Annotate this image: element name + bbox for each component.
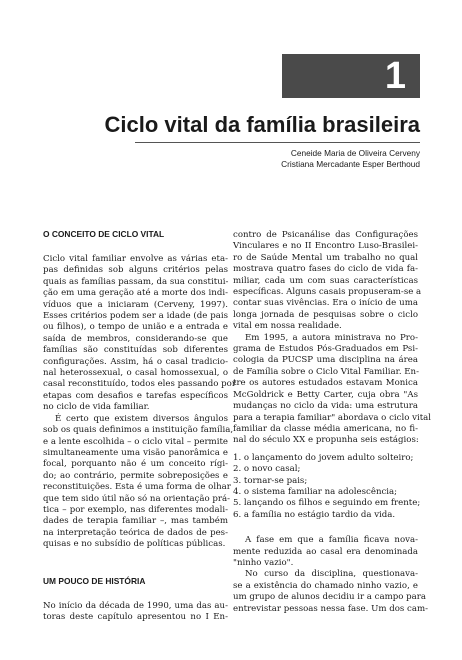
text-line: cologia da PUCSP uma disciplina na área — [233, 355, 418, 366]
paragraph-concept-2 — [43, 413, 234, 551]
section-heading-concept: O CONCEITO DE CICLO VITAL — [43, 229, 165, 239]
text-line: ção em uma geração até a morte dos indi- — [43, 288, 228, 299]
text-line: simultaneamente uma visão panorâmica e — [43, 447, 228, 458]
text-line: um grupo de alunos decidiu ir a campo para — [233, 592, 426, 603]
paragraph-history-continued — [233, 230, 422, 333]
text-line: quais as famílias passam, da sua constitui- — [43, 276, 229, 287]
text-line: se a existência do chamado ninho vazio, e — [233, 580, 418, 591]
text-line: vital em nossa realidade. — [233, 321, 342, 332]
text-line: específicas. Alguns casais propuseram-se a — [233, 287, 422, 298]
text-line: Ciclo vital familiar envolve as várias eta- — [43, 254, 228, 264]
paragraph-history-3 — [233, 535, 418, 569]
text-line: famílias são constituídas sob diferentes — [43, 345, 228, 356]
text-line: Esses critérios podem ser a idade (de pais — [43, 311, 228, 322]
text-line: ro de Saúde Mental um trabalho no qual — [233, 252, 418, 263]
text-line: tica – por exemplo, nas diferentes modali- — [43, 504, 228, 515]
list-item: 4. o sistema familiar na adolescência; — [233, 486, 398, 497]
text-line: na interpretação teórica de dados de pes- — [43, 527, 228, 538]
text-line: McGoldrick e Betty Carter, cuja obra "As — [233, 389, 418, 400]
text-line: nal heterossexual, o casal homossexual, o — [43, 368, 228, 379]
text-line: saída de membros, considerando-se que — [43, 333, 228, 344]
text-line: miliar, cada um com suas características — [233, 275, 418, 286]
text-line: ou filhos), o tempo de união e a entrada e — [43, 322, 228, 333]
text-line: contar suas vivências. Era o início de uma — [233, 298, 418, 309]
text-line: toras deste capítulo apresentou no I En- — [43, 611, 228, 622]
left-column — [43, 228, 236, 623]
text-line: dades de terapia familiar –, mas também — [43, 516, 228, 527]
chapter-number: 1 — [384, 55, 406, 97]
text-line: nal do século XX e propunha seis estágios: — [233, 435, 419, 446]
text-line: É certo que existem diversos ângulos — [55, 413, 228, 424]
text-line: configurações. Assim, há o casal tradicio- — [43, 356, 228, 367]
list-item: 2. o novo casal; — [233, 464, 301, 475]
text-line: "ninho vazio". — [233, 557, 294, 568]
text-line: reconstituições. Esta é uma forma de olhar — [43, 482, 231, 493]
chapter-number-box — [282, 54, 420, 98]
text-line: familiar da classe média americana, no fi- — [233, 423, 418, 434]
paragraph-concept-1 — [43, 254, 236, 414]
text-line: que tem sido útil não só na orientação prá- — [43, 493, 231, 504]
text-line: no ciclo de vida familiar. — [43, 402, 150, 413]
chapter-title: Ciclo vital da família brasileira — [104, 112, 420, 137]
title-divider — [135, 142, 420, 143]
list-item: 5. lançando os filhos e seguindo em frente; — [233, 498, 421, 509]
text-line: víduos que a iniciaram (Cerveny, 1997). — [43, 299, 228, 310]
text-line: quisas e no subsídio de políticas públicas. — [43, 539, 226, 550]
text-line: Vinculares e no II Encontro Luso-Brasilei- — [233, 241, 418, 252]
text-line: mostrava quatro fases do ciclo de vida fa- — [233, 264, 418, 275]
list-item: 1. o lançamento do jovem adulto solteiro; — [233, 452, 414, 463]
text-line: A fase em que a família ficava nova- — [245, 535, 418, 546]
paragraph-history-4 — [233, 569, 429, 615]
text-line: grama de Estudos Pós-Graduados em Psi- — [233, 344, 418, 355]
text-line: tre os autores estudados estavam Monica — [233, 378, 418, 389]
text-line: pas definidas sob alguns critérios pelas — [43, 265, 228, 276]
text-line: focal, porquanto não é um conceito rígi- — [43, 459, 228, 470]
author-name: Cristiana Mercadante Esper Berthoud — [281, 159, 420, 169]
stages-list — [233, 452, 421, 521]
text-line: longa jornada de pesquisas sobre o ciclo — [233, 309, 418, 320]
text-line: e a lente escolhida – o ciclo vital – permite — [43, 436, 228, 447]
text-line: mudanças no ciclo da vida: uma estrutura — [233, 401, 418, 412]
text-line: para a terapia familiar" abordava o ciclo vital — [233, 412, 432, 423]
text-line: entrevistar pessoas nessa fase. Um dos cam- — [233, 603, 429, 614]
text-line: de Família sobre o Ciclo Vital Familiar. En- — [233, 366, 419, 377]
paragraph-history-1 — [43, 601, 228, 624]
text-line: contro de Psicanálise das Configurações — [233, 230, 418, 240]
text-line: No início da década de 1990, uma das au- — [43, 600, 228, 611]
text-line: etapas com desafios e tarefas específicos — [43, 390, 228, 401]
list-item: 3. tornar-se pais; — [233, 475, 308, 486]
right-column — [233, 230, 432, 615]
text-line: No curso da disciplina, questionava- — [245, 569, 418, 580]
text-line: casal reconstituído, todos eles passando por — [43, 379, 236, 390]
author-name: Ceneide Maria de Oliveira Cerveny — [290, 148, 420, 158]
paragraph-history-2 — [233, 332, 432, 447]
author-list — [281, 148, 420, 170]
text-line: mente reduzida ao casal era denominada — [233, 546, 418, 557]
section-heading-history: UM POUCO DE HISTÓRIA — [43, 575, 146, 586]
text-line: do; ao contrário, permite sobreposições e — [43, 470, 228, 481]
list-item: 6. a família no estágio tardio da vida. — [233, 509, 396, 520]
text-line: Em 1995, a autora ministrava no Pro- — [245, 332, 418, 343]
text-line: sob os quais definimos a instituição família, — [43, 425, 234, 436]
